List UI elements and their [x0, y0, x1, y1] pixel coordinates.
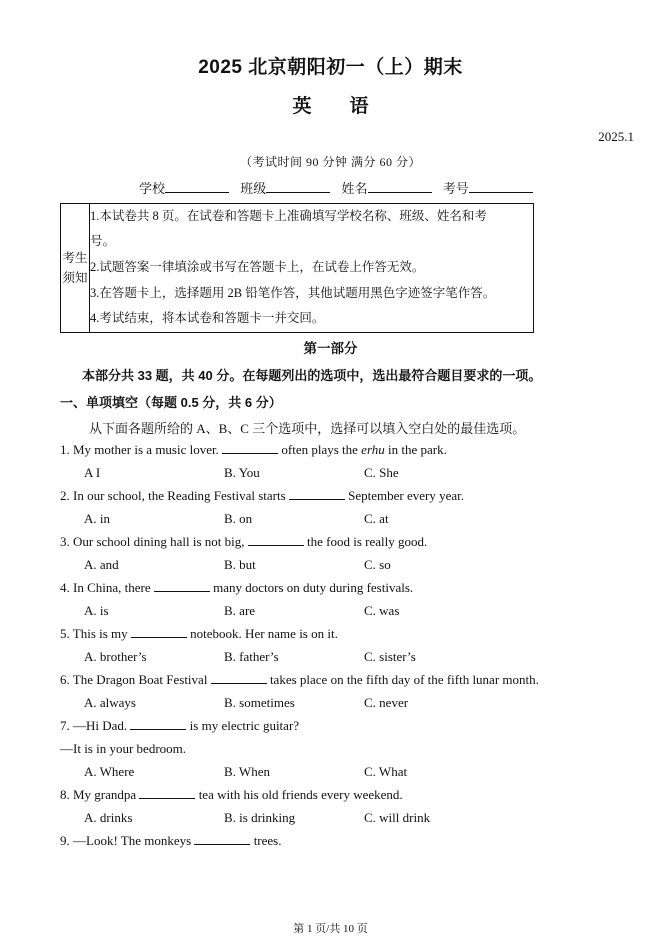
question-7-response: —It is in your bedroom.: [60, 741, 187, 756]
q1-option-c: C. She: [364, 465, 399, 480]
q1-option-b: B. You: [224, 465, 260, 480]
notice-label-line-1: 考生: [62, 251, 88, 265]
answer-blank: [154, 581, 210, 592]
field-school-blank: [165, 181, 229, 193]
q6-option-c: C. never: [364, 695, 409, 710]
notice-item-1-cont: 号。: [90, 234, 116, 248]
answer-blank: [130, 719, 186, 730]
answer-blank: [139, 788, 195, 799]
field-class-blank: [266, 181, 330, 193]
question-5: 5. This is my notebook. Her name is on it.: [60, 626, 338, 641]
field-name: 姓名: [342, 181, 432, 196]
answer-blank: [248, 535, 304, 546]
q8-option-c: C. will drink: [364, 810, 431, 825]
q2-option-b: B. on: [224, 511, 253, 526]
notice-item-1: 1.本试卷共 8 页。在试卷和答题卡上准确填写学校名称、班级、姓名和考: [90, 209, 487, 223]
q6-option-b: B. sometimes: [224, 695, 295, 710]
field-exam-number: 考号: [443, 181, 533, 196]
q3-option-c: C. so: [364, 557, 391, 572]
notice-item-2: 2.试题答案一律填涂或书写在答题卡上，在试卷上作答无效。: [90, 260, 425, 274]
subject-title: [0, 91, 661, 118]
time-info: （考试时间 90 分钟 满分 60 分）: [239, 155, 421, 169]
answer-blank: [131, 627, 187, 638]
notice-item-3: 3.在答题卡上，选择题用 2B 铅笔作答，其他试题用黑色字迹签字笔作答。: [90, 286, 496, 300]
q8-option-a: A. drinks: [84, 810, 133, 825]
answer-blank: [194, 834, 250, 845]
q2-option-a: A. in: [84, 511, 110, 526]
question-1: 1. My mother is a music lover. often plays the erhu in the park.: [60, 442, 447, 457]
part-title: 第一部分: [303, 341, 358, 356]
q8-option-b: B. is drinking: [224, 810, 296, 825]
q7-option-c: C. What: [364, 764, 408, 779]
q5-option-a: A. brother’s: [84, 649, 147, 664]
q4-option-c: C. was: [364, 603, 400, 618]
question-7: 7. —Hi Dad. is my electric guitar?: [60, 718, 300, 733]
notice-label: [61, 204, 90, 332]
question-3: 3. Our school dining hall is not big, the food is really good.: [60, 534, 428, 549]
section-instruction: 从下面各题所给的 A、B、C 三个选项中，选择可以填入空白处的最佳选项。: [89, 421, 526, 436]
q7-option-b: B. When: [224, 764, 270, 779]
question-4: 4. In China, there many doctors on duty during festivals.: [60, 580, 414, 595]
subject-char-1: 英: [292, 96, 312, 117]
q2-option-c: C. at: [364, 511, 389, 526]
paper-title: 2025 北京朝阳初一（上）期末: [198, 57, 463, 78]
exam-date: 2025.1: [598, 129, 634, 144]
q3-option-b: B. but: [224, 557, 256, 572]
question-2: 2. In our school, the Reading Festival starts September every year.: [60, 488, 465, 503]
field-exam-number-blank: [469, 181, 533, 193]
answer-blank: [222, 443, 278, 454]
part-intro: 本部分共 33 题，共 40 分。在每题列出的选项中，选出最符合题目要求的一项。: [82, 368, 542, 383]
q1-option-a: A I: [84, 465, 101, 480]
notice-item-4: 4.考试结束，将本试卷和答题卡一并交回。: [90, 311, 325, 325]
q5-option-b: B. father’s: [224, 649, 279, 664]
q7-option-a: A. Where: [84, 764, 135, 779]
question-9: 9. —Look! The monkeys trees.: [60, 833, 282, 848]
question-6: 6. The Dragon Boat Festival takes place on the fifth day of the fifth lunar month.: [60, 672, 539, 687]
answer-blank: [289, 489, 345, 500]
q6-option-a: A. always: [84, 695, 136, 710]
notice-box: [60, 203, 534, 333]
student-info-fields: [139, 178, 541, 197]
field-name-blank: [368, 181, 432, 193]
field-school: 学校: [139, 181, 229, 196]
answer-blank: [211, 673, 267, 684]
notice-label-line-2: 须知: [62, 271, 88, 285]
q3-option-a: A. and: [84, 557, 119, 572]
page-footer: 第 1 页/共 10 页: [293, 923, 368, 935]
q4-option-a: A. is: [84, 603, 109, 618]
q4-option-b: B. are: [224, 603, 256, 618]
question-8: 8. My grandpa tea with his old friends every weekend.: [60, 787, 403, 802]
subject-char-2: 语: [349, 96, 369, 117]
field-class: 班级: [240, 181, 330, 196]
section-heading: 一、单项填空（每题 0.5 分，共 6 分）: [60, 395, 282, 410]
q5-option-c: C. sister’s: [364, 649, 416, 664]
